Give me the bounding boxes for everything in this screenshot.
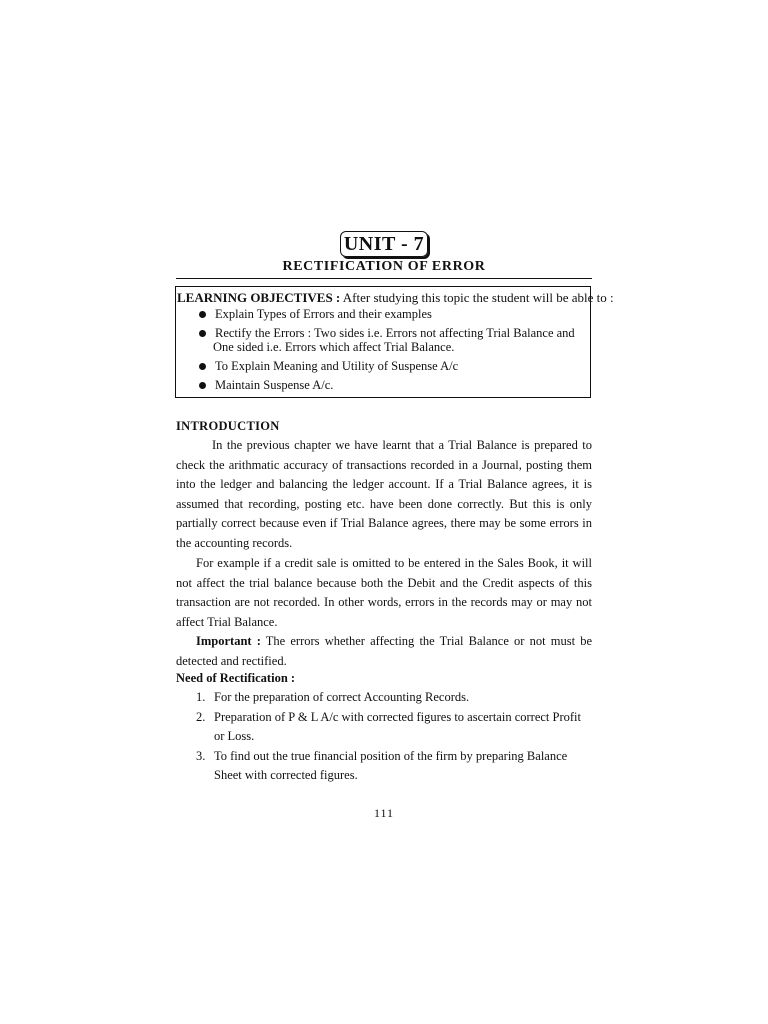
need-list-item [196, 747, 592, 786]
important-paragraph [176, 632, 592, 671]
objective-item [177, 359, 590, 373]
objective-item [177, 307, 590, 321]
objective-text: Explain Types of Errors and their examples [215, 307, 432, 321]
need-list [196, 688, 592, 786]
objective-text: To Explain Meaning and Utility of Suspense A/c [215, 359, 459, 373]
objectives-heading-line [177, 289, 614, 306]
list-number: 1. [196, 690, 206, 704]
unit-label: UNIT - 7 [340, 231, 428, 257]
bullet-icon [199, 330, 206, 337]
bullet-icon [199, 311, 206, 318]
need-of-rectification-heading: Need of Rectification : [176, 671, 296, 685]
list-number: 2. [196, 709, 206, 724]
bullet-icon [199, 382, 206, 389]
introduction-paragraph-2: For example if a credit sale is omitted to be entered in the Sales Book, it will not affect the trial balance because both the Debit and the Credit aspects of this transaction are not recorded. In other words, errors in the records may or may not affect Trial Balance. [176, 556, 592, 629]
list-number: 3. [196, 748, 206, 763]
need-list-item [196, 688, 592, 708]
need-item-text: To find out the true financial position of the firm by preparing Balance Sheet with corrected figures. [214, 748, 568, 783]
objective-text: Maintain Suspense A/c. [215, 378, 334, 392]
need-item-text: Preparation of P & L A/c with corrected figures to ascertain correct Profit or Loss. [214, 709, 581, 744]
learning-objectives-box [175, 286, 614, 398]
introduction-heading: INTRODUCTION [176, 419, 280, 433]
need-list-item [196, 708, 592, 747]
bullet-icon [199, 363, 206, 370]
objective-item [177, 378, 590, 392]
objective-text-continued: One sided i.e. Errors which affect Trial Balance. [213, 340, 455, 354]
important-label: Important : [196, 634, 261, 648]
introduction-paragraph-1: In the previous chapter we have learnt that a Trial Balance is prepared to check the arithmatic accuracy of transactions recorded in a Journal, posting them into the ledger and balancing the ledger account. If a Trial Balance agrees, it is assumed that recording, posting etc. have been done correctly. But this is only partially correct because even if Trial Balance agrees, there may be some errors in the accounting records. [176, 438, 592, 550]
objectives-list [177, 307, 590, 392]
title-divider [176, 278, 592, 279]
need-item-text: For the preparation of correct Accounting Records. [214, 690, 470, 704]
chapter-title: RECTIFICATION OF ERROR [282, 259, 486, 274]
objectives-heading: LEARNING OBJECTIVES : [177, 290, 341, 305]
objective-item [177, 326, 590, 354]
objective-text: Rectify the Errors : Two sides i.e. Errors not affecting Trial Balance and [215, 326, 575, 340]
objectives-intro: After studying this topic the student will be able to : [340, 290, 614, 305]
page-number: 111 [373, 806, 395, 820]
important-text: The errors whether affecting the Trial Balance or not must be detected and rectified. [176, 634, 593, 668]
